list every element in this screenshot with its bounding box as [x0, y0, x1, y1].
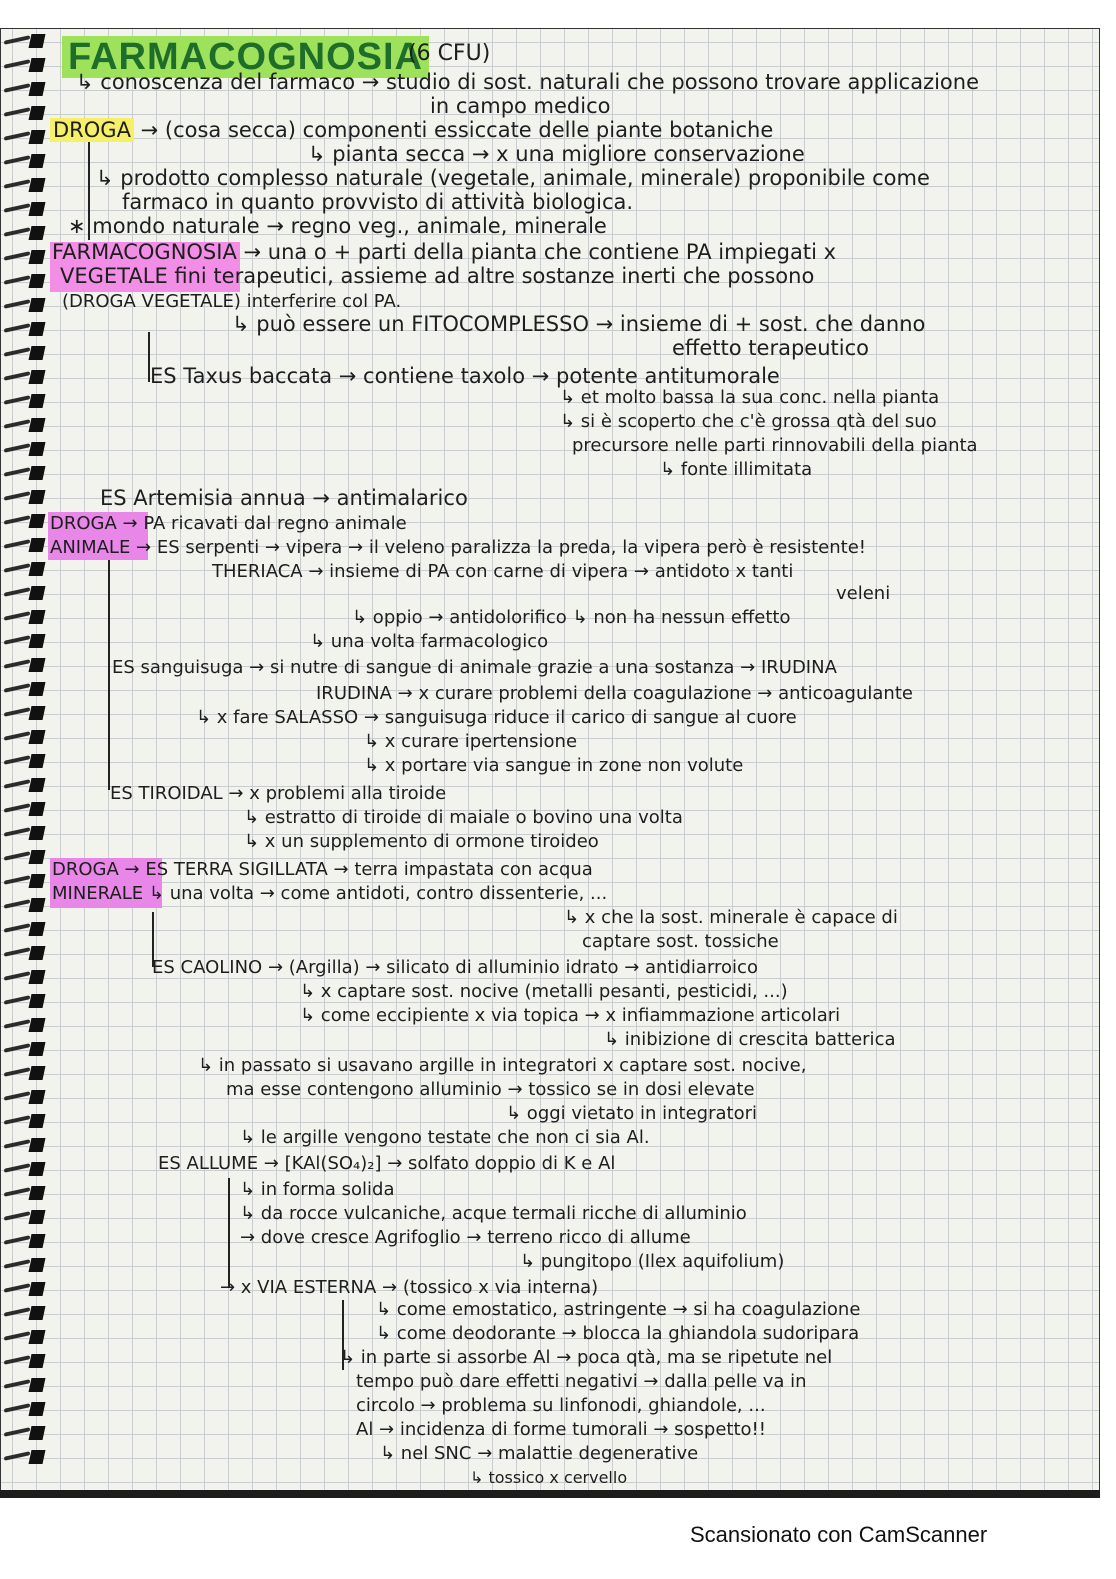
spiral-ring	[4, 178, 48, 190]
spiral-ring	[4, 1138, 48, 1150]
spiral-ring	[4, 1066, 48, 1078]
note-line: ↳ come eccipiente x via topica → x infiammazione articolari	[300, 1005, 841, 1026]
spiral-ring	[4, 58, 48, 70]
note-line: → dove cresce Agrifoglio → terreno ricco di allume	[240, 1227, 691, 1248]
note-line: ↳ una volta farmacologico	[310, 631, 549, 652]
note-line: tempo può dare effetti negativi → dalla pelle va in	[356, 1371, 807, 1392]
note-line: effetto terapeutico	[672, 336, 869, 360]
spiral-ring	[4, 370, 48, 382]
spiral-ring	[4, 610, 48, 622]
note-line: ↳ le argille vengono testate che non ci sia Al.	[240, 1127, 650, 1148]
note-line: ES sanguisuga → si nutre di sangue di animale grazie a una sostanza → IRUDINA	[112, 657, 837, 678]
spiral-ring	[4, 730, 48, 742]
note-line: ES Taxus baccata → contiene taxolo → potente antitumorale	[150, 364, 780, 388]
note-line: VEGETALE fini terapeutici, assieme ad altre sostanze inerti che possono	[60, 264, 815, 288]
note-line: DROGA → PA ricavati dal regno animale	[50, 513, 407, 534]
spiral-ring	[4, 1306, 48, 1318]
note-line: ↳ et molto bassa la sua conc. nella pianta	[560, 387, 940, 408]
note-line: ES TIROIDAL → x problemi alla tiroide	[110, 783, 447, 804]
note-line: DROGA → (cosa secca) componenti essiccate delle piante botaniche	[50, 118, 773, 142]
note-line: farmaco in quanto provvisto di attività biologica.	[122, 190, 634, 214]
note-line: ↳ in passato si usavano argille in integratori x captare sost. nocive,	[198, 1055, 807, 1076]
note-line: circolo → problema su linfonodi, ghiandole, ...	[356, 1395, 766, 1416]
spiral-ring	[4, 874, 48, 886]
spiral-ring	[4, 1258, 48, 1270]
note-line: ↳ come emostatico, astringente → si ha coagulazione	[376, 1299, 861, 1320]
note-line: ↳ inibizione di crescita batterica	[604, 1029, 896, 1050]
note-line: ↳ oggi vietato in integratori	[506, 1103, 757, 1124]
spiral-ring	[4, 1426, 48, 1438]
page-bottom-edge	[0, 1490, 1100, 1498]
spiral-ring	[4, 82, 48, 94]
spiral-ring	[4, 1090, 48, 1102]
spiral-ring	[4, 346, 48, 358]
note-line: ↳ può essere un FITOCOMPLESSO → insieme di + sost. che danno	[232, 312, 926, 336]
note-line: ↳ pianta secca → x una migliore conservazione	[308, 142, 805, 166]
page-title: FARMACOGNOSIA	[62, 36, 429, 78]
spiral-ring	[4, 826, 48, 838]
spiral-ring	[4, 538, 48, 550]
note-line: ↳ si è scoperto che c'è grossa qtà del suo	[560, 411, 937, 432]
note-line: MINERALE ↳ una volta → come antidoti, contro dissenterie, ...	[52, 883, 608, 904]
spiral-ring	[4, 562, 48, 574]
spiral-ring	[4, 1018, 48, 1030]
spiral-ring	[4, 658, 48, 670]
note-line: IRUDINA → x curare problemi della coagulazione → anticoagulante	[316, 683, 913, 704]
spiral-ring	[4, 946, 48, 958]
note-line: ↳ in parte si assorbe Al → poca qtà, ma se ripetute nel	[340, 1347, 833, 1368]
spiral-ring	[4, 1234, 48, 1246]
spiral-ring	[4, 922, 48, 934]
spiral-ring	[4, 466, 48, 478]
spiral-ring	[4, 106, 48, 118]
spiral-ring	[4, 274, 48, 286]
spiral-ring	[4, 202, 48, 214]
note-line: ANIMALE → ES serpenti → vipera → il veleno paralizza la preda, la vipera però è resistente!	[50, 537, 867, 558]
note-line: ↳ prodotto complesso naturale (vegetale, animale, minerale) proponibile come	[96, 166, 930, 190]
spiral-ring	[4, 1162, 48, 1174]
spiral-ring	[4, 154, 48, 166]
note-line: ↳ x che la sost. minerale è capace di	[564, 907, 898, 928]
note-line: captare sost. tossiche	[582, 931, 779, 952]
spiral-ring	[4, 634, 48, 646]
scanner-footer: Scansionato con CamScanner	[690, 1522, 988, 1547]
note-line: ↳ x captare sost. nocive (metalli pesanti, pesticidi, ...)	[300, 981, 788, 1002]
spiral-ring	[4, 394, 48, 406]
note-line: ↳ fonte illimitata	[660, 459, 813, 480]
spiral-ring	[4, 442, 48, 454]
spiral-ring	[4, 802, 48, 814]
note-line: ↳ estratto di tiroide di maiale o bovino una volta	[244, 807, 683, 828]
spiral-ring	[4, 490, 48, 502]
note-line: ↳ conoscenza del farmaco → studio di sost. naturali che possono trovare applicazione	[76, 70, 980, 94]
spiral-ring	[4, 1114, 48, 1126]
spiral-ring	[4, 34, 48, 46]
note-line: ma esse contengono alluminio → tossico se in dosi elevate	[226, 1079, 755, 1100]
spiral-ring	[4, 682, 48, 694]
note-line: ↳ come deodorante → blocca la ghiandola sudoripara	[376, 1323, 860, 1344]
note-line: ES ALLUME → [KAl(SO₄)₂] → solfato doppio di K e Al	[158, 1153, 616, 1174]
note-line: in campo medico	[430, 94, 611, 118]
spiral-ring	[4, 754, 48, 766]
note-line: ↳ da rocce vulcaniche, acque termali ricche di alluminio	[240, 1203, 747, 1224]
spiral-ring	[4, 1186, 48, 1198]
note-line: ↳ pungitopo (Ilex aquifolium)	[520, 1251, 785, 1272]
note-line: ↳ tossico x cervello	[470, 1468, 628, 1487]
spiral-ring	[4, 418, 48, 430]
spiral-ring	[4, 778, 48, 790]
spiral-ring	[4, 586, 48, 598]
note-line: DROGA → ES TERRA SIGILLATA → terra impastata con acqua	[52, 859, 593, 880]
note-line: ↳ x curare ipertensione	[364, 731, 578, 752]
spiral-ring	[4, 1378, 48, 1390]
note-line: ES Artemisia annua → antimalarico	[100, 486, 468, 510]
note-line: veleni	[836, 583, 891, 604]
spiral-ring	[4, 706, 48, 718]
spiral-ring	[4, 322, 48, 334]
spiral-ring	[4, 898, 48, 910]
spiral-ring	[4, 1282, 48, 1294]
spiral-ring	[4, 1354, 48, 1366]
spiral-ring	[4, 1330, 48, 1342]
spiral-ring	[4, 994, 48, 1006]
note-line: ↳ nel SNC → malattie degenerative	[380, 1443, 699, 1464]
note-line: ∗ mondo naturale → regno veg., animale, minerale	[68, 214, 607, 238]
note-line: (DROGA VEGETALE) interferire col PA.	[62, 291, 402, 312]
spiral-ring	[4, 514, 48, 526]
spiral-ring	[4, 298, 48, 310]
spiral-ring	[4, 1042, 48, 1054]
spiral-ring	[4, 1450, 48, 1462]
note-line: ↳ in forma solida	[240, 1179, 395, 1200]
note-line: THERIACA → insieme di PA con carne di vipera → antidoto x tanti	[212, 561, 794, 582]
spiral-ring	[4, 250, 48, 262]
spiral-ring	[4, 970, 48, 982]
connector-line	[108, 555, 110, 790]
note-line: precursore nelle parti rinnovabili della pianta	[572, 435, 978, 456]
note-line: ↳ x un supplemento di ormone tiroideo	[244, 831, 599, 852]
spiral-ring	[4, 1402, 48, 1414]
note-line: FARMACOGNOSIA → una o + parti della pianta che contiene PA impiegati x	[52, 240, 837, 264]
note-line: ↳ x portare via sangue in zone non volute	[364, 755, 744, 776]
section-label-droga: DROGA	[50, 118, 134, 142]
note-line: ES CAOLINO → (Argilla) → silicato di alluminio idrato → antidiarroico	[152, 957, 758, 978]
note-line: → x VIA ESTERNA → (tossico x via interna)	[220, 1277, 599, 1298]
spiral-ring	[4, 130, 48, 142]
spiral-binding	[0, 34, 56, 1474]
note-line: Al → incidenza di forme tumorali → sospetto!!	[356, 1419, 766, 1440]
connector-line	[228, 1178, 230, 1288]
note-line: ↳ oppio → antidolorifico ↳ non ha nessun effetto	[352, 607, 791, 628]
spiral-ring	[4, 1210, 48, 1222]
spiral-ring	[4, 226, 48, 238]
spiral-ring	[4, 850, 48, 862]
note-line: ↳ x fare SALASSO → sanguisuga riduce il carico di sangue al cuore	[196, 707, 797, 728]
page-subtitle: (6 CFU)	[408, 41, 491, 66]
